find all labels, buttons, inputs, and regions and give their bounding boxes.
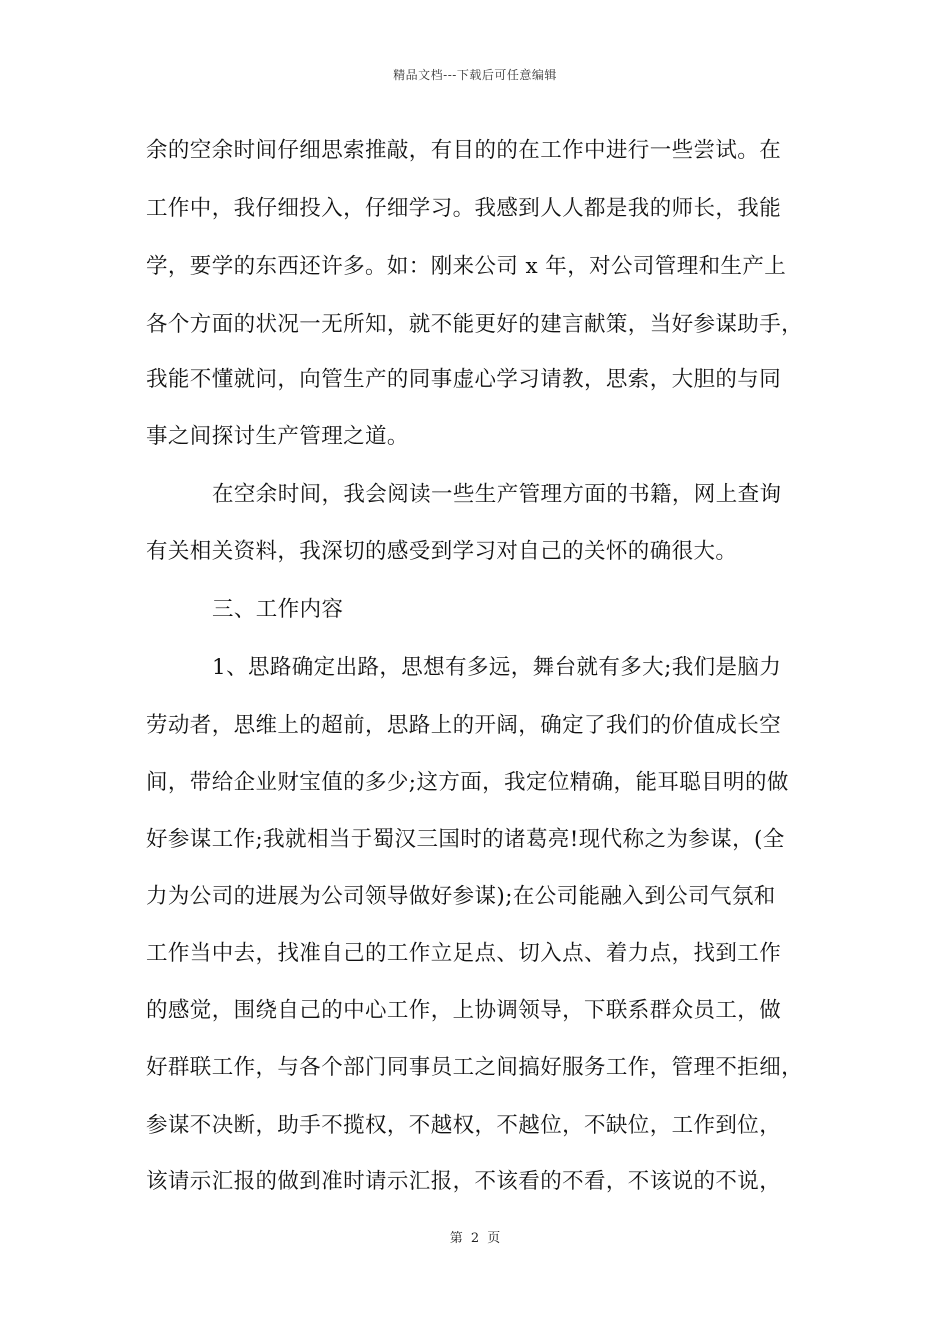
text-line: 好群联工作，与各个部门同事员工之间搞好服务工作，管理不拒细， (146, 1055, 804, 1080)
paragraph-first-line: 1、思路确定出路，思想有多远，舞台就有多大;我们是脑力 (212, 655, 782, 680)
text-line: 好参谋工作;我就相当于蜀汉三国时的诸葛亮!现代称之为参谋，(全 (146, 827, 785, 852)
text-line: 参谋不决断，助手不揽权，不越权，不越位，不缺位，工作到位， (146, 1113, 782, 1138)
paragraph-first-line: 在空余时间，我会阅读一些生产管理方面的书籍，网上查询 (212, 482, 782, 507)
text-line: 的感觉，围绕自己的中心工作，上协调领导，下联系群众员工，做 (146, 998, 782, 1023)
page-header: 精品文档---下载后可任意编辑 (393, 68, 557, 82)
section-heading: 三、工作内容 (212, 597, 344, 622)
text-line: 余的空余时间仔细思索推敲，有目的的在工作中进行一些尝试。在 (146, 138, 782, 163)
text-line: 劳动者，思维上的超前，思路上的开阔，确定了我们的价值成长空 (146, 713, 782, 738)
text-line: 工作中，我仔细投入，仔细学习。我感到人人都是我的师长，我能 (146, 196, 782, 221)
page-number: 第 2 页 (449, 1231, 501, 1246)
text-line: 事之间探讨生产管理之道。 (146, 424, 409, 449)
text-line: 力为公司的进展为公司领导做好参谋);在公司能融入到公司气氛和 (146, 884, 776, 909)
text-line: 该请示汇报的做到准时请示汇报，不该看的不看，不该说的不说， (146, 1169, 782, 1194)
text-line: 有关相关资料，我深切的感受到学习对自己的关怀的确很大。 (146, 539, 738, 564)
text-line: 各个方面的状况一无所知，就不能更好的建言献策，当好参谋助手， (146, 312, 804, 337)
text-line: 我能不懂就问，向管生产的同事虚心学习请教，思索，大胆的与同 (146, 367, 782, 392)
text-line: 间，带给企业财宝值的多少;这方面，我定位精确，能耳聪目明的做 (146, 770, 789, 795)
text-line: 工作当中去，找准自己的工作立足点、切入点、着力点，找到工作 (146, 941, 782, 966)
text-line: 学，要学的东西还许多。如：刚来公司 x 年，对公司管理和生产上 (146, 254, 787, 279)
